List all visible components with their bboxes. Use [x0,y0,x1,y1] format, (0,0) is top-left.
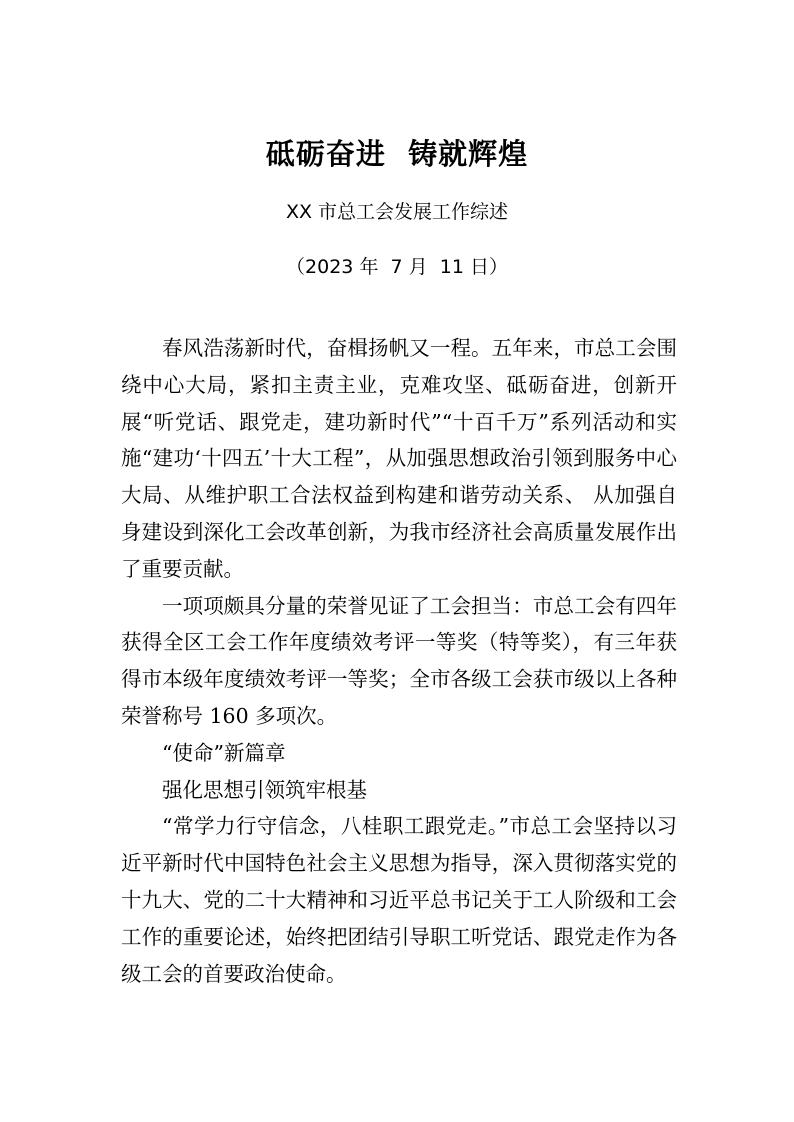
document-date: （2023 年 7 月 11 日） [286,256,508,278]
document-subtitle: XX 市总工会发展工作综述 [285,201,509,223]
section-heading-mission: “使命”新篇章 [162,740,286,765]
paragraph-honors: 一项项颇具分量的荣誉见证了工会担当：市总工会有四年获得全区工会工作年度绩效考评一等奖（特等奖），有三年获得市本级年度绩效考评一等奖；全市各级工会获市级以上各种荣誉称号 160 多项次。 [121,593,677,728]
document-body [121,330,677,992]
paragraph-ideology: “常学力行守信念，八桂职工跟党走。”市总工会坚持以习近平新时代中国特色社会主义思想为指导，深入贯彻落实党的十九大、党的二十大精神和习近平总书记关于工人阶级和工会工作的重要论述，始终把团结引导职工听党话、跟党走作为各级工会的首要政治使命。 [121,814,677,986]
subsection-heading-ideology: 强化思想引领筑牢根基 [162,777,367,802]
document-title: 砥砺奋进 铸就辉煌 [265,137,529,171]
paragraph-intro: 春风浩荡新时代，奋楫扬帆又一程。五年来，市总工会围绕中心大局，紧扣主责主业，克难攻坚、砥砺奋进，创新开展“听党话、跟党走，建功新时代”“十百千万”系列活动和实施“建功‘十四五’十大工程”，从加强思想政治引领到服务中心大局、从维护职工合法权益到构建和谐劳动关系、 从加强自身建设到深化工会改革创新，为我市经济社会高质量发展作出了重要贡献。 [121,336,677,581]
